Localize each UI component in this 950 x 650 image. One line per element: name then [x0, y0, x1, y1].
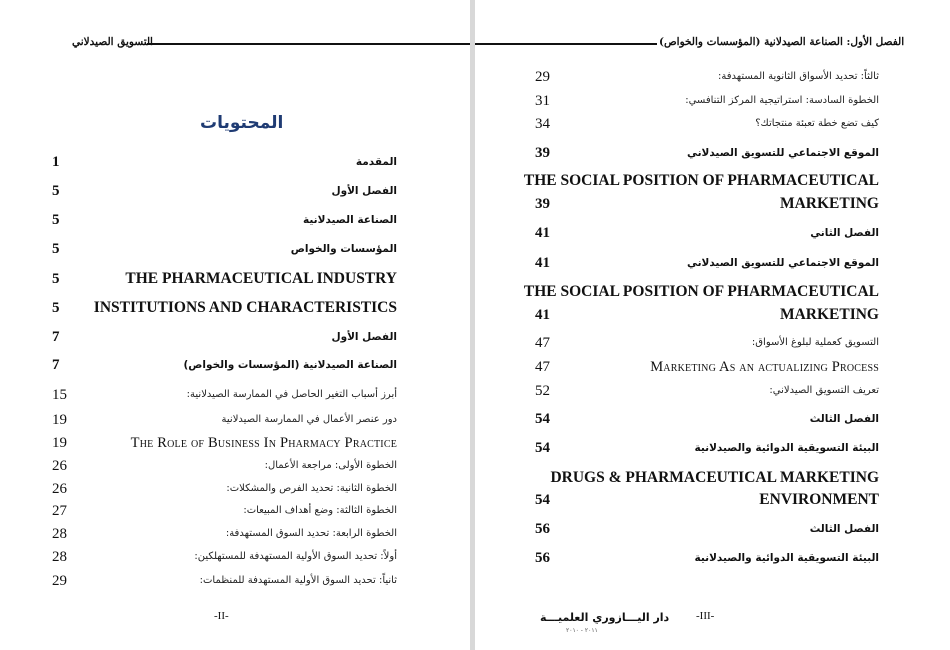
toc-entry — [52, 153, 397, 177]
toc-entry-label: THE SOCIAL POSITION OF PHARMACEUTICAL — [523, 172, 879, 189]
left-running-header: التسويق الصيدلاني — [72, 36, 153, 48]
toc-entry-label: MARKETING — [779, 306, 879, 323]
toc-entry — [52, 572, 397, 596]
toc-entry — [52, 457, 397, 481]
toc-entry-label: كيف تضع خطة تعبئة منتجاتك؟ — [755, 118, 879, 129]
toc-entry-label: الفصل الثالث — [809, 523, 879, 535]
toc-entry-label: الموقع الاجتماعي للتسويق الصيدلاني — [686, 257, 879, 269]
toc-entry-label: THE SOCIAL POSITION OF PHARMACEUTICAL — [523, 283, 879, 300]
toc-entry-label: أولاً: تحديد السوق الأولية المستهدفة للمستهلكين: — [194, 551, 397, 562]
toc-entry — [535, 410, 879, 434]
toc-page-number: 15 — [52, 387, 67, 403]
toc-entry-label: DRUGS & PHARMACEUTICAL MARKETING — [550, 469, 879, 486]
toc-entry-label: الخطوة السادسة: استراتيجية المركز التنافسي: — [685, 95, 879, 106]
toc-page-number: 34 — [535, 116, 550, 132]
toc-entry-label: الفصل الأول — [331, 331, 397, 343]
toc-page-number: 7 — [52, 357, 60, 373]
toc-entry — [52, 411, 397, 435]
toc-entry — [52, 240, 397, 264]
toc-entry — [52, 270, 397, 294]
toc-entry — [535, 469, 879, 493]
toc-page-number: 31 — [535, 93, 550, 109]
publisher-year: ٢٠١١ - ٢٠١٠ — [566, 627, 598, 634]
toc-entry-label: الفصل الثاني — [810, 227, 879, 239]
toc-entry-label: الخطوة الثانية: تحديد الفرص والمشكلات: — [226, 483, 397, 494]
toc-page-number: 26 — [52, 458, 67, 474]
toc-entry — [52, 502, 397, 526]
toc-entry-label: المقدمة — [355, 156, 397, 168]
right-running-header: الفصل الأول: الصناعة الصيدلانية (المؤسسات والخواص) — [659, 36, 905, 48]
toc-entry-label: الخطوة الثالثة: وضع أهداف المبيعات: — [243, 505, 397, 516]
toc-page-number: 5 — [52, 300, 60, 316]
toc-page-number: 5 — [52, 241, 60, 257]
publisher-name: دار اليـــازوري العلميـــة — [540, 611, 670, 624]
toc-entry-label: المؤسسات والخواص — [290, 243, 397, 255]
toc-entry-label: THE PHARMACEUTICAL INDUSTRY — [125, 270, 397, 287]
toc-entry — [52, 299, 397, 323]
toc-page-number: 27 — [52, 503, 67, 519]
toc-page-number: 7 — [52, 329, 60, 345]
toc-entry-label: الخطوة الرابعة: تحديد السوق المستهدفة: — [225, 528, 397, 539]
toc-page-number: 47 — [535, 335, 550, 351]
toc-entry-label: البيئة التسويقية الدوائية والصيدلانية — [694, 552, 879, 564]
toc-entry — [52, 525, 397, 549]
toc-page-number: 52 — [535, 383, 550, 399]
right-page-number: -III- — [696, 610, 715, 622]
toc-entry — [535, 382, 879, 406]
toc-page-number: 26 — [52, 481, 67, 497]
toc-title: المحتويات — [200, 113, 284, 133]
toc-page-number: 54 — [535, 440, 550, 456]
toc-entry-label: التسويق كعملية لبلوغ الأسواق: — [751, 337, 879, 348]
toc-entry-label: تعريف التسويق الصيدلاني: — [769, 385, 879, 396]
toc-page-number: 54 — [535, 492, 550, 508]
toc-page-number: 29 — [52, 573, 67, 589]
toc-entry-label: الفصل الثالث — [809, 413, 879, 425]
toc-page-number: 56 — [535, 550, 550, 566]
toc-entry — [52, 548, 397, 572]
toc-entry — [52, 434, 397, 458]
toc-entry — [535, 358, 879, 382]
toc-entry-label: الموقع الاجتماعي للتسويق الصيدلاني — [686, 147, 879, 159]
toc-page-number: 39 — [535, 196, 550, 212]
toc-page-number: 56 — [535, 521, 550, 537]
toc-entry — [52, 328, 397, 352]
toc-entry-label: INSTITUTIONS AND CHARACTERISTICS — [93, 299, 397, 316]
toc-entry — [535, 224, 879, 248]
toc-page-number: 5 — [52, 183, 60, 199]
toc-page-number: 41 — [535, 307, 550, 323]
toc-page-number: 19 — [52, 412, 67, 428]
toc-entry — [535, 306, 879, 330]
toc-page-number: 29 — [535, 69, 550, 85]
toc-entry — [535, 334, 879, 358]
toc-entry-label: Marketing As an actualizing Process — [650, 359, 879, 375]
left-header-rule — [147, 43, 470, 45]
toc-entry — [52, 211, 397, 235]
toc-entry-label: ثانياً: تحديد السوق الأولية المستهدفة للمنظمات: — [199, 575, 397, 586]
toc-page-number: 47 — [535, 359, 550, 375]
toc-entry-label: دور عنصر الأعمال في الممارسة الصيدلانية — [221, 414, 397, 425]
toc-entry — [535, 254, 879, 278]
toc-entry-label: الفصل الأول — [331, 185, 397, 197]
toc-entry — [535, 92, 879, 116]
toc-entry-label: ثالثاً: تحديد الأسواق الثانوية المستهدفة: — [717, 71, 879, 82]
toc-entry-label: الصناعة الصيدلانية (المؤسسات والخواص) — [183, 359, 397, 371]
toc-entry — [535, 115, 879, 139]
toc-entry — [523, 283, 879, 307]
toc-entry — [535, 491, 879, 515]
toc-entry — [52, 182, 397, 206]
toc-page-number: 19 — [52, 435, 67, 451]
toc-page-number: 41 — [535, 255, 550, 271]
toc-entry-label: ENVIRONMENT — [759, 491, 879, 508]
toc-entry — [535, 439, 879, 463]
toc-page-number: 54 — [535, 411, 550, 427]
toc-page-number: 28 — [52, 549, 67, 565]
toc-entry-label: أبرز أسباب التغير الحاصل في الممارسة الصيدلانية: — [186, 389, 397, 400]
right-header-rule — [475, 43, 657, 45]
toc-page-number: 28 — [52, 526, 67, 542]
toc-entry-label: الصناعة الصيدلانية — [303, 214, 397, 226]
toc-entry-label: The Role of Business In Pharmacy Practice — [130, 435, 397, 451]
toc-entry-label: الخطوة الأولى: مراجعة الأعمال: — [264, 460, 397, 471]
toc-entry — [535, 549, 879, 573]
left-page-number: -II- — [214, 610, 229, 622]
toc-page-number: 5 — [52, 271, 60, 287]
toc-page-number: 39 — [535, 145, 550, 161]
toc-page-number: 5 — [52, 212, 60, 228]
toc-entry — [535, 68, 879, 92]
toc-page-number: 41 — [535, 225, 550, 241]
toc-entry — [52, 356, 397, 380]
toc-entry-label: MARKETING — [779, 195, 879, 212]
toc-entry-label: البيئة التسويقية الدوائية والصيدلانية — [694, 442, 879, 454]
toc-entry — [535, 144, 879, 168]
toc-entry — [523, 172, 879, 196]
toc-entry — [52, 386, 397, 410]
toc-entry — [535, 195, 879, 219]
toc-entry — [535, 520, 879, 544]
toc-page-number: 1 — [52, 154, 60, 170]
toc-entry — [52, 480, 397, 504]
